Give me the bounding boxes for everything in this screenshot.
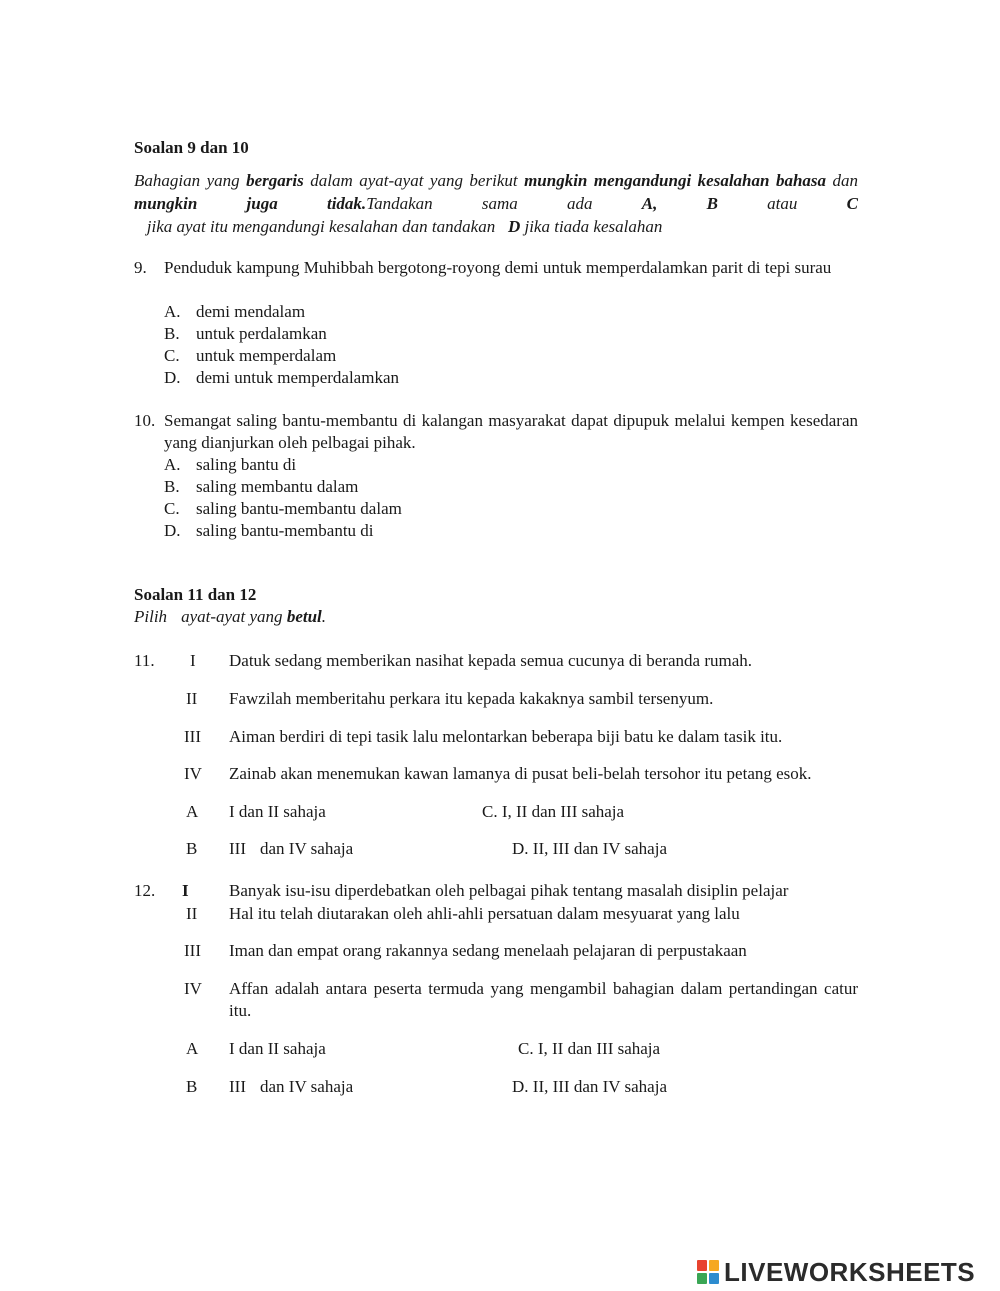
answer-option-d[interactable]: D. II, III dan IV sahaja bbox=[512, 1077, 667, 1096]
answer-text bbox=[229, 838, 353, 860]
option-letter: D. bbox=[164, 521, 181, 540]
answer-text-part: III bbox=[229, 1077, 246, 1096]
section-heading: Soalan 11 dan 12 bbox=[134, 585, 257, 604]
logo-square bbox=[697, 1260, 707, 1271]
option-text: untuk memperdalam bbox=[196, 346, 337, 365]
instr-bold: mungkin mengandungi kesalahan bahasa bbox=[524, 171, 827, 190]
instr-bold: betul bbox=[286, 607, 322, 626]
answer-text-part: dan IV sahaja bbox=[259, 1077, 354, 1096]
logo-square bbox=[697, 1273, 707, 1284]
option-letter: B. bbox=[164, 477, 180, 496]
question-number: 9. bbox=[134, 258, 147, 277]
answer-text: I dan II sahaja bbox=[229, 1039, 326, 1058]
roman-numeral: II bbox=[186, 689, 198, 708]
answer-text-part: dan IV sahaja bbox=[259, 839, 354, 858]
answer-option-c[interactable]: C. I, II dan III sahaja bbox=[482, 802, 625, 821]
roman-numeral: II bbox=[186, 904, 198, 923]
answer-text: I dan II sahaja bbox=[229, 802, 326, 821]
instr-bold: C bbox=[846, 194, 858, 213]
answer-text-part: III bbox=[229, 839, 246, 858]
answer-text bbox=[229, 1076, 353, 1098]
option-letter: C. bbox=[164, 346, 180, 365]
liveworksheets-logo bbox=[697, 1255, 975, 1289]
question-number: 12. bbox=[134, 881, 156, 900]
option-text: demi mendalam bbox=[196, 302, 306, 321]
instr-text: dalam ayat-ayat yang berikut bbox=[303, 171, 525, 190]
answer-option-c[interactable]: C. I, II dan III sahaja bbox=[518, 1039, 661, 1058]
statement-text: Banyak isu-isu diperdebatkan oleh pelbagai pihak tentang masalah disiplin pelajar bbox=[229, 881, 789, 900]
roman-numeral: I bbox=[190, 651, 196, 670]
instr-text: jika ayat itu mengandungi kesalahan dan tandakan bbox=[134, 217, 508, 236]
statement-text: Affan adalah antara peserta termuda yang mengambil bahagian dalam pertandingan catur itu. bbox=[229, 979, 858, 1020]
option-text: saling bantu di bbox=[196, 455, 297, 474]
option-text: untuk perdalamkan bbox=[196, 324, 327, 343]
option-text: saling membantu dalam bbox=[196, 477, 359, 496]
instr-bold: bergaris bbox=[246, 171, 304, 190]
statement-text: Hal itu telah diutarakan oleh ahli-ahli persatuan dalam mesyuarat yang lalu bbox=[229, 904, 740, 923]
option-text: saling bantu-membantu di bbox=[196, 521, 374, 540]
instr-text: Tandakan sama ada bbox=[366, 194, 642, 213]
instr-bold: D bbox=[507, 217, 521, 236]
instr-text: Bahagian yang bbox=[134, 171, 247, 190]
option-letter: C. bbox=[164, 499, 180, 518]
instr-text: . bbox=[321, 607, 327, 626]
instr-text: dan bbox=[826, 171, 858, 190]
section-instructions bbox=[134, 169, 858, 238]
roman-numeral: IV bbox=[184, 979, 202, 998]
logo-square bbox=[709, 1260, 719, 1271]
roman-numeral: IV bbox=[184, 764, 202, 783]
statement-text: Zainab akan menemukan kawan lamanya di pusat beli-belah tersohor itu petang esok. bbox=[229, 764, 812, 783]
instr-text: jika tiada kesalahan bbox=[520, 217, 663, 236]
instr-text: atau bbox=[717, 194, 847, 213]
instr-text: ayat-ayat yang bbox=[181, 607, 287, 626]
logo-square bbox=[709, 1273, 719, 1284]
option-letter: A. bbox=[164, 302, 181, 321]
option-text: demi untuk memperdalamkan bbox=[196, 368, 399, 387]
statement-text: Aiman berdiri di tepi tasik lalu melontarkan beberapa biji batu ke dalam tasik itu. bbox=[229, 727, 783, 746]
answer-letter: B bbox=[186, 839, 198, 858]
option-letter: B. bbox=[164, 324, 180, 343]
question-text: Semangat saling bantu-membantu di kalangan masyarakat dapat dipupuk melalui kempen kesedaran yang dianjurkan oleh pelbagai pihak. bbox=[164, 411, 858, 452]
section-heading: Soalan 9 dan 10 bbox=[134, 138, 249, 157]
answer-letter: B bbox=[186, 1077, 198, 1096]
statement-text: Iman dan empat orang rakannya sedang menelaah pelajaran di perpustakaan bbox=[229, 941, 747, 960]
option-letter: D. bbox=[164, 368, 181, 387]
statement-text: Datuk sedang memberikan nasihat kepada semua cucunya di beranda rumah. bbox=[229, 651, 753, 670]
logo-mark-icon bbox=[697, 1260, 719, 1284]
question-10 bbox=[134, 410, 858, 540]
roman-numeral: III bbox=[184, 941, 201, 960]
question-9 bbox=[134, 257, 858, 387]
statement-text: Fawzilah memberitahu perkara itu kepada kakaknya sambil tersenyum. bbox=[229, 689, 714, 708]
roman-numeral: III bbox=[184, 727, 201, 746]
answer-letter: A bbox=[186, 802, 199, 821]
instr-bold: mungkin juga tidak. bbox=[134, 194, 367, 213]
roman-numeral: I bbox=[182, 881, 189, 900]
logo-text: LIVEWORKSHEETS bbox=[724, 1257, 976, 1287]
option-text: saling bantu-membantu dalam bbox=[196, 499, 402, 518]
answer-option-d[interactable]: D. II, III dan IV sahaja bbox=[512, 839, 667, 858]
question-text: Penduduk kampung Muhibbah bergotong-royong demi untuk memperdalamkan parit di tepi surau bbox=[164, 258, 832, 277]
instr-text: Pilih bbox=[134, 607, 168, 626]
instr-bold: A, B bbox=[641, 194, 718, 213]
section-instructions bbox=[134, 606, 326, 628]
option-letter: A. bbox=[164, 455, 181, 474]
question-number: 11. bbox=[134, 651, 155, 670]
answer-letter: A bbox=[186, 1039, 199, 1058]
question-number: 10. bbox=[134, 411, 156, 430]
